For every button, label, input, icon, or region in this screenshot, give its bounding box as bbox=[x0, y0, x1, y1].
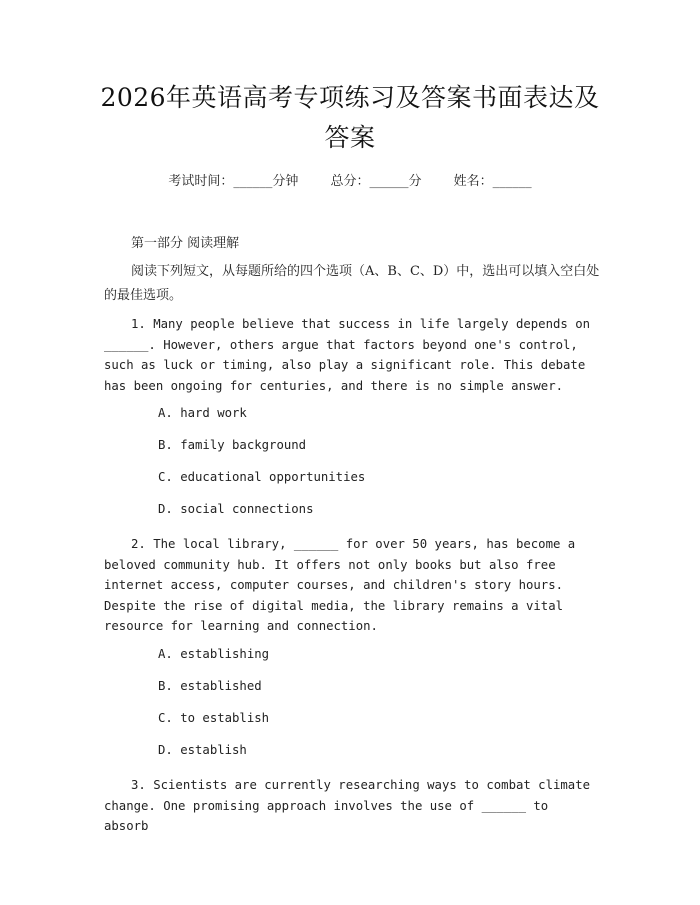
instructions-paragraph: 阅读下列短文，从每题所给的四个选项（A、B、C、D）中，选出可以填入空白处的最佳选项。 bbox=[104, 264, 600, 303]
question-2-option-b: B. established bbox=[158, 679, 262, 693]
question-2-option-a: A. establishing bbox=[158, 647, 270, 661]
exam-time: 考试时间：______分钟 bbox=[168, 174, 299, 189]
question-1-option-c: C. educational opportunities bbox=[158, 470, 366, 484]
question-1-text: 1. Many people believe that success in life largely depends on ______. However, others argue that factors beyond one's control, such as luck or timing, also play a significant role. This debate has been ongoing for centuries, and there is no simple answer. bbox=[104, 317, 591, 393]
page-title: 2026年英语高考专项练习及答案书面表达及答案 bbox=[100, 83, 600, 152]
question-1-option-b: B. family background bbox=[158, 438, 307, 452]
question-1-option-a: A. hard work bbox=[158, 406, 247, 420]
exam-score: 总分：______分 bbox=[330, 174, 422, 189]
question-2-text: 2. The local library, ______ for over 50 years, has become a beloved community hub. It offers not only books but also free internet access, computer courses, and children's story hours. Despite the rise of digital media, the library remains a vital resource for learning and connection. bbox=[104, 537, 576, 633]
exam-meta bbox=[0, 170, 700, 189]
section-heading: 第一部分 阅读理解 bbox=[131, 236, 240, 251]
question-2-option-c: C. to establish bbox=[158, 711, 270, 725]
question-2-option-d: D. establish bbox=[158, 743, 247, 757]
question-1-option-d: D. social connections bbox=[158, 502, 314, 516]
exam-name: 姓名：______ bbox=[453, 174, 532, 189]
question-3-text: 3. Scientists are currently researching ways to combat climate change. One promising approach involves the use of ______ to absorb bbox=[104, 778, 591, 833]
